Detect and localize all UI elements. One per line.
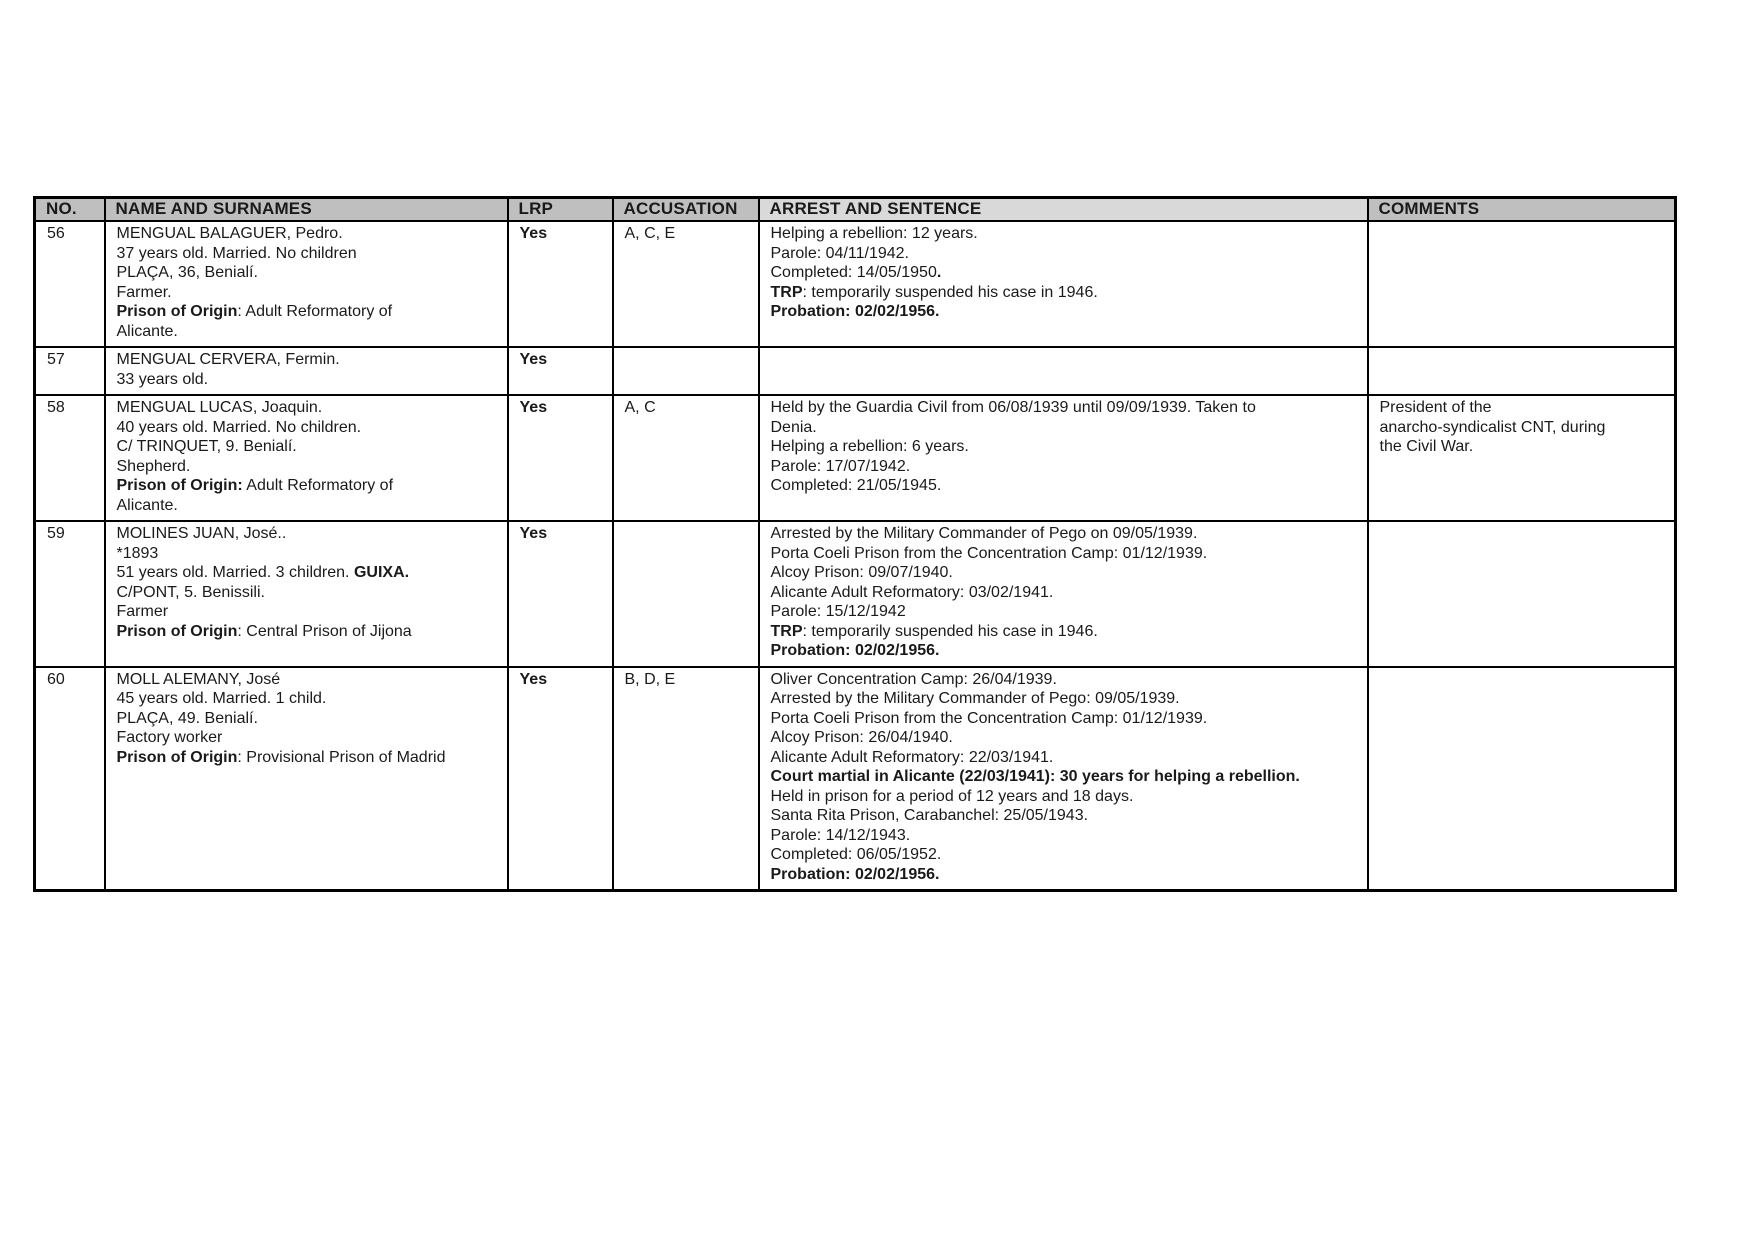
text-line: Parole: 17/07/1942. bbox=[770, 457, 911, 475]
text-line: 40 years old. Married. No children. bbox=[116, 418, 362, 436]
table-row bbox=[35, 347, 1676, 395]
text-line: PLAÇA, 49. Benialí. bbox=[116, 709, 258, 727]
text-line: MENGUAL CERVERA, Fermin. bbox=[116, 351, 340, 368]
cell-name-and-surnames bbox=[105, 521, 508, 667]
table-row bbox=[35, 521, 1676, 667]
text-line: Helping a rebellion: 12 years. bbox=[770, 225, 978, 242]
cell-accusation: B, D, E bbox=[613, 667, 759, 891]
column-header-no: NO. bbox=[35, 198, 105, 222]
table-body bbox=[35, 221, 1676, 891]
text-line: Prison of Origin: Adult Reformatory of bbox=[116, 477, 394, 494]
cell-number: 56 bbox=[35, 221, 105, 347]
text-line: Completed: 14/05/1950. bbox=[770, 264, 942, 281]
cell-name-and-surnames bbox=[105, 667, 508, 891]
cell-comments bbox=[1368, 395, 1676, 521]
text-line: Completed: 06/05/1952. bbox=[770, 846, 942, 863]
cell-number: 58 bbox=[35, 395, 105, 521]
text-line: anarcho-syndicalist CNT, during bbox=[1379, 418, 1606, 436]
cell-lrp: Yes bbox=[508, 667, 613, 891]
cell-lrp: Yes bbox=[508, 221, 613, 347]
cell-comments bbox=[1368, 667, 1676, 891]
text-line: Prison of Origin: Adult Reformatory of bbox=[116, 303, 393, 320]
text-line: 37 years old. Married. No children bbox=[116, 244, 357, 262]
text-line: Probation: 02/02/1956. bbox=[770, 865, 940, 883]
text-line: TRP: temporarily suspended his case in 1946. bbox=[770, 622, 1098, 640]
cell-name-and-surnames bbox=[105, 395, 508, 521]
text-line: Porta Coeli Prison from the Concentration Camp: 01/12/1939. bbox=[770, 709, 1208, 727]
header-row bbox=[35, 198, 1676, 222]
text-line: Court martial in Alicante (22/03/1941): 30 years for helping a rebellion. bbox=[770, 768, 1300, 785]
cell-comments bbox=[1368, 347, 1676, 395]
cell-name-and-surnames bbox=[105, 221, 508, 347]
text-line: Alicante. bbox=[116, 496, 178, 514]
text-line: TRP: temporarily suspended his case in 1946. bbox=[770, 283, 1098, 301]
text-line: Prison of Origin: Central Prison of Jijona bbox=[116, 622, 412, 640]
column-header-comments: COMMENTS bbox=[1368, 198, 1676, 222]
text-line: Parole: 04/11/1942. bbox=[770, 244, 909, 262]
cell-arrest-and-sentence bbox=[759, 395, 1368, 521]
cell-number: 57 bbox=[35, 347, 105, 395]
cell-comments bbox=[1368, 221, 1676, 347]
text-line: the Civil War. bbox=[1379, 438, 1474, 455]
text-line: MOLINES JUAN, José.. bbox=[116, 525, 287, 542]
text-line: *1893 bbox=[116, 544, 159, 562]
text-line: PLAÇA, 36, Benialí. bbox=[116, 264, 258, 281]
text-line: Prison of Origin: Provisional Prison of Madrid bbox=[116, 748, 446, 766]
cell-accusation: A, C bbox=[613, 395, 759, 521]
text-line: Farmer bbox=[116, 603, 169, 620]
column-header-accusation: ACCUSATION bbox=[613, 198, 759, 222]
cell-accusation bbox=[613, 521, 759, 667]
prisoner-register-table bbox=[33, 196, 1677, 892]
text-line: Santa Rita Prison, Carabanchel: 25/05/1943. bbox=[770, 807, 1089, 824]
cell-arrest-and-sentence bbox=[759, 221, 1368, 347]
cell-name-and-surnames bbox=[105, 347, 508, 395]
table-row bbox=[35, 667, 1676, 891]
text-line: Shepherd. bbox=[116, 457, 191, 475]
text-line: 33 years old. bbox=[116, 370, 209, 388]
text-line: MENGUAL LUCAS, Joaquin. bbox=[116, 399, 323, 416]
text-line: Arrested by the Military Commander of Pego: 09/05/1939. bbox=[770, 690, 1180, 707]
text-line: Alicante Adult Reformatory: 22/03/1941. bbox=[770, 748, 1054, 766]
text-line: Alcoy Prison: 09/07/1940. bbox=[770, 564, 953, 581]
cell-arrest-and-sentence bbox=[759, 521, 1368, 667]
cell-lrp: Yes bbox=[508, 347, 613, 395]
table-row bbox=[35, 221, 1676, 347]
text-line: Parole: 15/12/1942 bbox=[770, 603, 906, 620]
text-line: Oliver Concentration Camp: 26/04/1939. bbox=[770, 670, 1057, 688]
table-header bbox=[35, 198, 1676, 222]
column-header-lrp: LRP bbox=[508, 198, 613, 222]
text-line: Probation: 02/02/1956. bbox=[770, 642, 940, 659]
text-line: C/ TRINQUET, 9. Benialí. bbox=[116, 438, 297, 455]
text-line: Arrested by the Military Commander of Pego on 09/05/1939. bbox=[770, 525, 1198, 542]
text-line: Alicante Adult Reformatory: 03/02/1941. bbox=[770, 583, 1054, 601]
cell-accusation: A, C, E bbox=[613, 221, 759, 347]
text-line: Alicante. bbox=[116, 322, 178, 340]
text-line: 51 years old. Married. 3 children. GUIXA. bbox=[116, 564, 410, 581]
cell-arrest-and-sentence bbox=[759, 667, 1368, 891]
column-header-arrest: ARREST AND SENTENCE bbox=[759, 198, 1368, 222]
text-line: MENGUAL BALAGUER, Pedro. bbox=[116, 225, 343, 242]
text-line: MOLL ALEMANY, José bbox=[116, 670, 281, 688]
text-line: Held by the Guardia Civil from 06/08/1939 until 09/09/1939. Taken to bbox=[770, 399, 1256, 416]
text-line: 45 years old. Married. 1 child. bbox=[116, 690, 327, 707]
table-row bbox=[35, 395, 1676, 521]
cell-lrp: Yes bbox=[508, 395, 613, 521]
cell-lrp: Yes bbox=[508, 521, 613, 667]
text-line: Probation: 02/02/1956. bbox=[770, 303, 940, 320]
text-line: Parole: 14/12/1943. bbox=[770, 826, 911, 844]
text-line: President of the bbox=[1379, 399, 1492, 416]
text-line: Held in prison for a period of 12 years and 18 days. bbox=[770, 787, 1134, 805]
text-line: Farmer. bbox=[116, 283, 172, 301]
text-line: Completed: 21/05/1945. bbox=[770, 477, 942, 494]
cell-arrest-and-sentence bbox=[759, 347, 1368, 395]
text-line: Helping a rebellion: 6 years. bbox=[770, 438, 969, 455]
cell-comments bbox=[1368, 521, 1676, 667]
text-line: Factory worker bbox=[116, 729, 223, 746]
cell-number: 60 bbox=[35, 667, 105, 891]
cell-accusation bbox=[613, 347, 759, 395]
text-line: Denia. bbox=[770, 418, 817, 436]
text-line: Alcoy Prison: 26/04/1940. bbox=[770, 729, 953, 746]
text-line: Porta Coeli Prison from the Concentration Camp: 01/12/1939. bbox=[770, 544, 1208, 562]
text-line: C/PONT, 5. Benissili. bbox=[116, 583, 265, 601]
cell-number: 59 bbox=[35, 521, 105, 667]
column-header-name: NAME AND SURNAMES bbox=[105, 198, 508, 222]
